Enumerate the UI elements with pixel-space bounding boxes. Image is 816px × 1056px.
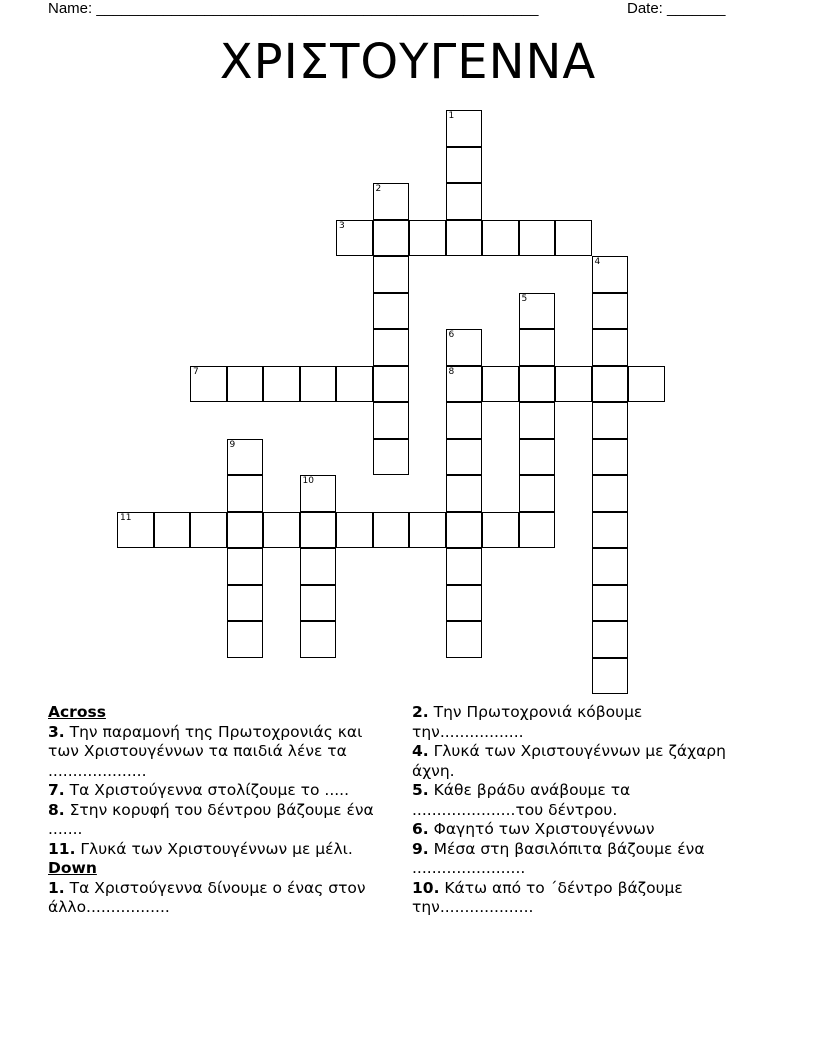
- clue-item: [48, 840, 398, 860]
- clue-item-number: 11.: [48, 839, 76, 858]
- down-clue-list-left: [48, 879, 398, 918]
- crossword-cell[interactable]: [519, 220, 556, 257]
- clue-item-text: Κάθε βράδυ ανάβουμε τα .....................του δέντρου.: [412, 781, 631, 819]
- clue-item-number: 10.: [412, 878, 440, 897]
- crossword-cell[interactable]: [446, 329, 483, 366]
- clue-item-number: 7.: [48, 781, 65, 799]
- crossword-cell[interactable]: [519, 402, 556, 439]
- crossword-cell[interactable]: [373, 512, 410, 549]
- crossword-cell[interactable]: [519, 329, 556, 366]
- clue-item: [48, 879, 398, 918]
- clue-number: 6: [448, 330, 455, 340]
- clue-item-number: 3.: [48, 722, 65, 741]
- crossword-cell[interactable]: [227, 475, 264, 512]
- crossword-cell[interactable]: [300, 621, 337, 658]
- clue-item: [412, 840, 752, 879]
- clue-item: [48, 801, 398, 840]
- crossword-cell[interactable]: [592, 293, 629, 330]
- crossword-cell[interactable]: [190, 366, 227, 403]
- clue-number: 3: [339, 220, 345, 231]
- clue-item-text: Την Πρωτοχρονιά κόβουμε την.................: [412, 703, 643, 741]
- clues-column-right: [412, 703, 752, 918]
- clue-item-number: 5.: [412, 781, 429, 799]
- clue-item: [412, 781, 752, 820]
- clue-number: 8: [448, 366, 455, 377]
- date-field-label: Date: _______: [627, 0, 726, 17]
- across-heading: Across: [48, 703, 106, 721]
- clue-number: 9: [229, 439, 236, 450]
- clue-number: 5: [521, 293, 528, 304]
- crossword-cell[interactable]: [555, 366, 592, 403]
- clue-item-text: Στην κορυφή του δέντρου βάζουμε ένα .......: [48, 800, 374, 838]
- crossword-cell[interactable]: [446, 439, 483, 476]
- clue-item: [412, 879, 752, 918]
- clue-item-text: Γλυκά των Χριστουγέννων με μέλι.: [75, 839, 353, 858]
- crossword-cell[interactable]: [336, 220, 373, 257]
- crossword-cell[interactable]: [519, 293, 556, 330]
- crossword-cell[interactable]: [373, 220, 410, 257]
- crossword-cell[interactable]: [592, 439, 629, 476]
- crossword-cell[interactable]: [482, 220, 519, 257]
- clue-item-number: 9.: [412, 839, 429, 858]
- down-heading: Down: [48, 859, 97, 877]
- crossword-cell[interactable]: [373, 439, 410, 476]
- clue-item-text: Την παραμονή της Πρωτοχρονιάς και των Χριστουγέννων τα παιδιά λένε τα ....................: [48, 722, 363, 780]
- clue-item-text: Φαγητό των Χριστουγέννων: [428, 820, 655, 838]
- clue-number: 7: [193, 366, 199, 377]
- crossword-cell[interactable]: [227, 439, 264, 476]
- crossword-cell[interactable]: [373, 256, 410, 293]
- crossword-cell[interactable]: [482, 512, 519, 549]
- crossword-cell[interactable]: [446, 548, 483, 585]
- clue-item-text: Τα Χριστούγεννα στολίζουμε το .....: [64, 781, 350, 799]
- crossword-cell[interactable]: [592, 366, 629, 403]
- name-field-label: Name: _____________________________________________________: [48, 0, 539, 17]
- clue-item: [48, 723, 398, 782]
- crossword-cell[interactable]: [519, 512, 556, 549]
- clue-item: [412, 703, 752, 742]
- crossword-cell[interactable]: [300, 548, 337, 585]
- clue-item: [48, 781, 398, 801]
- crossword-cell[interactable]: [300, 366, 337, 403]
- crossword-cell[interactable]: [519, 475, 556, 512]
- clue-number: 4: [594, 257, 601, 267]
- clue-number: 1: [448, 111, 455, 121]
- crossword-cell[interactable]: [336, 512, 373, 549]
- clue-item-number: 8.: [48, 800, 65, 819]
- crossword-cell[interactable]: [154, 512, 191, 549]
- crossword-cell[interactable]: [592, 585, 629, 622]
- crossword-cell[interactable]: [592, 329, 629, 366]
- crossword-cell[interactable]: [227, 366, 264, 403]
- crossword-cell[interactable]: [227, 512, 264, 549]
- crossword-cell[interactable]: [519, 366, 556, 403]
- crossword-cell[interactable]: [446, 512, 483, 549]
- clue-item-number: 6.: [412, 820, 429, 838]
- across-clue-list: [48, 723, 398, 860]
- clue-item-text: Τα Χριστούγεννα δίνουμε ο ένας στον άλλο.................: [48, 878, 366, 916]
- crossword-cell[interactable]: [592, 512, 629, 549]
- clue-item-number: 2.: [412, 703, 429, 721]
- crossword-cell[interactable]: [227, 621, 264, 658]
- crossword-cell[interactable]: [446, 110, 483, 147]
- crossword-cell[interactable]: [592, 256, 629, 293]
- crossword-cell[interactable]: [373, 329, 410, 366]
- crossword-cell[interactable]: [300, 475, 337, 512]
- down-clue-list-right: [412, 703, 752, 918]
- crossword-cell[interactable]: [446, 475, 483, 512]
- crossword-cell[interactable]: [336, 366, 373, 403]
- clue-item-text: Μέσα στη βασιλόπιτα βάζουμε ένα .......................: [412, 839, 705, 877]
- crossword-cell[interactable]: [190, 512, 227, 549]
- crossword-cell[interactable]: [592, 402, 629, 439]
- crossword-cell[interactable]: [373, 402, 410, 439]
- crossword-cell[interactable]: [373, 366, 410, 403]
- crossword-cell[interactable]: [592, 475, 629, 512]
- clue-item-number: 4.: [412, 742, 429, 760]
- crossword-cell[interactable]: [592, 621, 629, 658]
- crossword-cell[interactable]: [373, 183, 410, 220]
- crossword-cell[interactable]: [446, 402, 483, 439]
- crossword-cell[interactable]: [592, 548, 629, 585]
- crossword-cell[interactable]: [555, 220, 592, 257]
- clue-item-text: Κάτω από το ΄δέντρο βάζουμε την...................: [412, 878, 683, 916]
- crossword-cell[interactable]: [263, 512, 300, 549]
- crossword-cell[interactable]: [519, 439, 556, 476]
- crossword-cell[interactable]: [263, 366, 300, 403]
- crossword-cell[interactable]: [300, 585, 337, 622]
- clue-item-text: Γλυκά των Χριστουγέννων με ζάχαρη άχνη.: [412, 742, 726, 780]
- clue-item: [412, 742, 752, 781]
- crossword-cell[interactable]: [373, 293, 410, 330]
- crossword-cell[interactable]: [409, 512, 446, 549]
- crossword-cell[interactable]: [227, 548, 264, 585]
- clue-item-number: 1.: [48, 878, 65, 897]
- crossword-cell[interactable]: [482, 366, 519, 403]
- crossword-cell[interactable]: [227, 585, 264, 622]
- crossword-cell[interactable]: [446, 585, 483, 622]
- crossword-cell[interactable]: [592, 658, 629, 695]
- crossword-cell[interactable]: [446, 183, 483, 220]
- clue-number: 11: [120, 512, 132, 523]
- clue-item: [412, 820, 752, 840]
- crossword-cell[interactable]: [446, 366, 483, 403]
- clues-column-left: [48, 703, 398, 918]
- crossword-cell[interactable]: [117, 512, 154, 549]
- crossword-cell[interactable]: [446, 220, 483, 257]
- clue-number: 10: [302, 476, 314, 486]
- crossword-cell[interactable]: [409, 220, 446, 257]
- crossword-cell[interactable]: [300, 512, 337, 549]
- crossword-cell[interactable]: [446, 147, 483, 184]
- crossword-cell[interactable]: [628, 366, 665, 403]
- crossword-cell[interactable]: [446, 621, 483, 658]
- clue-number: 2: [375, 184, 382, 194]
- page-title: ΧΡΙΣΤΟΥΓΕΝΝΑ: [219, 34, 597, 90]
